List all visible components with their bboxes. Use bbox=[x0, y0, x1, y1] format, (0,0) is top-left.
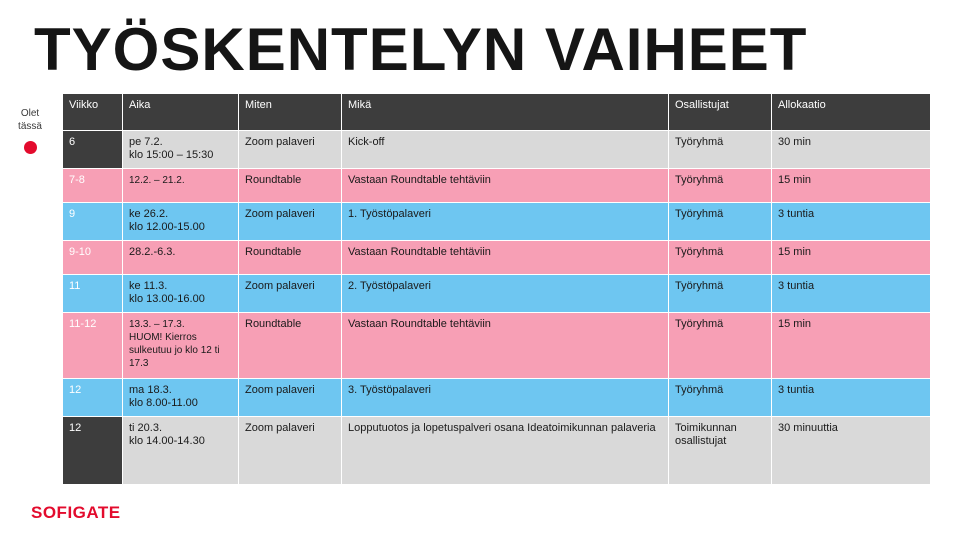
cell-participants: Työryhmä bbox=[669, 169, 772, 203]
cell-time: ke 11.3. klo 13.00-16.00 bbox=[123, 275, 239, 313]
table-header-row bbox=[63, 94, 931, 131]
table-row bbox=[63, 131, 931, 169]
cell-allocation: 15 min bbox=[772, 313, 931, 379]
cell-week: 9-10 bbox=[63, 241, 123, 275]
cell-how: Zoom palaveri bbox=[239, 275, 342, 313]
cell-time: 13.3. – 17.3. HUOM! Kierros sulkeutuu jo klo 12 ti 17.3 bbox=[123, 313, 239, 379]
cell-participants: Työryhmä bbox=[669, 203, 772, 241]
cell-what: 3. Työstöpalaveri bbox=[342, 379, 669, 417]
column-header-participants: Osallistujat bbox=[669, 94, 772, 131]
table-row bbox=[63, 275, 931, 313]
cell-what: 1. Työstöpalaveri bbox=[342, 203, 669, 241]
cell-how: Zoom palaveri bbox=[239, 379, 342, 417]
cell-what: Vastaan Roundtable tehtäviin bbox=[342, 241, 669, 275]
cell-what: Vastaan Roundtable tehtäviin bbox=[342, 169, 669, 203]
cell-week: 11-12 bbox=[63, 313, 123, 379]
column-header-time: Aika bbox=[123, 94, 239, 131]
table-row bbox=[63, 169, 931, 203]
page-title: TYÖSKENTELYN VAIHEET bbox=[34, 16, 808, 83]
cell-participants: Työryhmä bbox=[669, 379, 772, 417]
cell-how: Zoom palaveri bbox=[239, 203, 342, 241]
column-header-week: Viikko bbox=[63, 94, 123, 131]
cell-allocation: 3 tuntia bbox=[772, 379, 931, 417]
cell-week: 12 bbox=[63, 379, 123, 417]
cell-week: 7-8 bbox=[63, 169, 123, 203]
column-header-allocation: Allokaatio bbox=[772, 94, 931, 131]
table-row bbox=[63, 203, 931, 241]
you-are-here-marker bbox=[10, 107, 50, 154]
you-are-here-label: Olet tässä bbox=[18, 108, 42, 132]
table-row bbox=[63, 417, 931, 485]
table-row bbox=[63, 241, 931, 275]
column-header-what: Mikä bbox=[342, 94, 669, 131]
cell-what: Kick-off bbox=[342, 131, 669, 169]
cell-what: Lopputuotos ja lopetuspalveri osana Ideatoimikunnan palaveria bbox=[342, 417, 669, 485]
cell-participants: Työryhmä bbox=[669, 313, 772, 379]
cell-participants: Työryhmä bbox=[669, 241, 772, 275]
cell-allocation: 3 tuntia bbox=[772, 275, 931, 313]
sofigate-logo: SOFIGATE bbox=[31, 503, 121, 522]
cell-participants: Työryhmä bbox=[669, 131, 772, 169]
cell-how: Zoom palaveri bbox=[239, 131, 342, 169]
cell-time: pe 7.2. klo 15:00 – 15:30 bbox=[123, 131, 239, 169]
cell-participants: Työryhmä bbox=[669, 275, 772, 313]
table-row bbox=[63, 313, 931, 379]
cell-how: Roundtable bbox=[239, 313, 342, 379]
cell-week: 12 bbox=[63, 417, 123, 485]
cell-week: 11 bbox=[63, 275, 123, 313]
cell-what: Vastaan Roundtable tehtäviin bbox=[342, 313, 669, 379]
cell-participants: Toimikunnan osallistujat bbox=[669, 417, 772, 485]
table-row bbox=[63, 379, 931, 417]
cell-time: 12.2. – 21.2. bbox=[123, 169, 239, 203]
cell-week: 6 bbox=[63, 131, 123, 169]
schedule-table bbox=[62, 93, 931, 485]
cell-time: ke 26.2. klo 12.00-15.00 bbox=[123, 203, 239, 241]
cell-allocation: 15 min bbox=[772, 241, 931, 275]
cell-how: Zoom palaveri bbox=[239, 417, 342, 485]
cell-how: Roundtable bbox=[239, 241, 342, 275]
cell-what: 2. Työstöpalaveri bbox=[342, 275, 669, 313]
cell-time: 28.2.-6.3. bbox=[123, 241, 239, 275]
column-header-how: Miten bbox=[239, 94, 342, 131]
red-dot-icon bbox=[24, 141, 37, 154]
cell-allocation: 15 min bbox=[772, 169, 931, 203]
cell-allocation: 30 min bbox=[772, 131, 931, 169]
cell-week: 9 bbox=[63, 203, 123, 241]
cell-allocation: 3 tuntia bbox=[772, 203, 931, 241]
cell-how: Roundtable bbox=[239, 169, 342, 203]
cell-time: ti 20.3. klo 14.00-14.30 bbox=[123, 417, 239, 485]
cell-allocation: 30 minuuttia bbox=[772, 417, 931, 485]
cell-time: ma 18.3. klo 8.00-11.00 bbox=[123, 379, 239, 417]
